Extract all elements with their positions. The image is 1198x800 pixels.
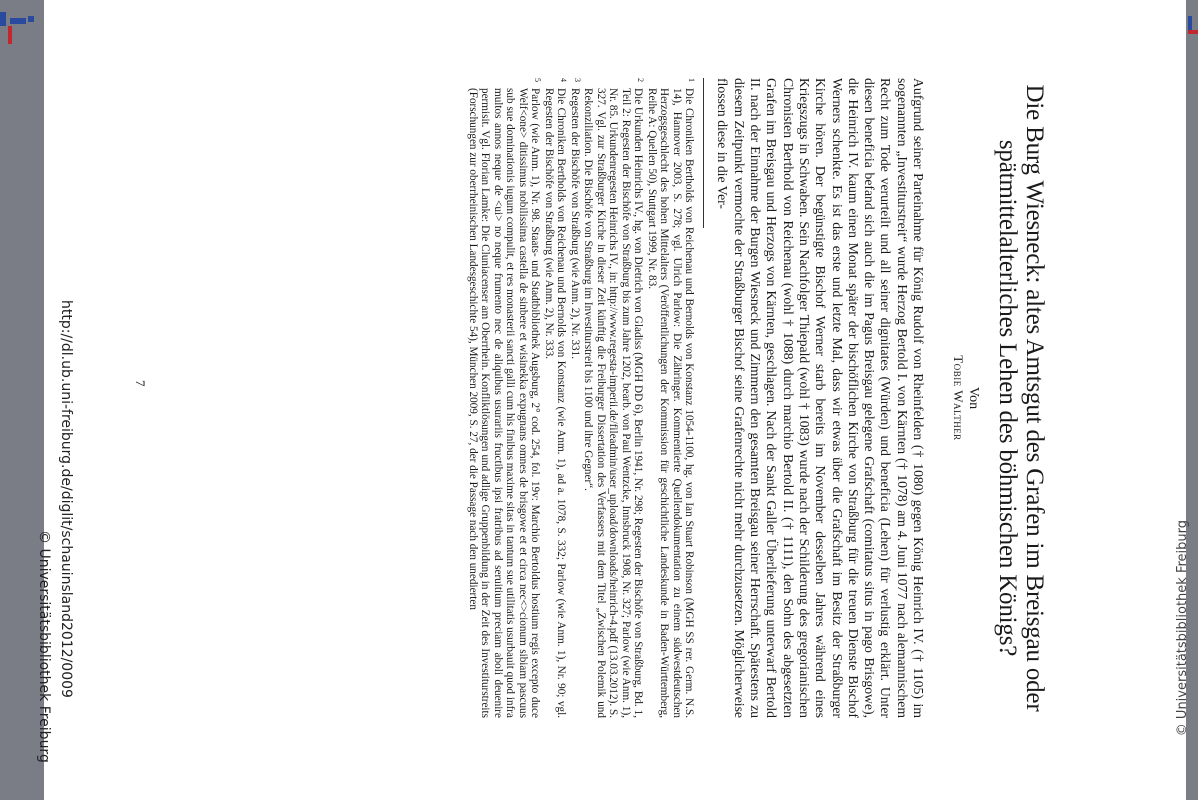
byline-von: Von xyxy=(966,386,981,410)
edge-copyright: © Universitätsbibliothek Freiburg xyxy=(1175,520,1190,737)
copyright-notice: © Universitätsbibliothek Freiburg xyxy=(36,530,52,763)
footnote: 3 Regesten der Bischöfe von Straßburg (wie Anm. 2), Nr. 331. xyxy=(568,78,582,360)
body-paragraph: Aufgrund seiner Parteinahme für König Rudolf von Rheinfelden († 1080) gegen König Heinrich IV. († 1105) im sogenannten „Investiturstreit“ wurde Herzog Bertold I. von Kärnten († 1078) am 4. Juni 1077 nach alemannischem Recht zum Tode verurteilt und all seiner dignitates (Würden) und beneficia (Lehen) für verlustig erklärt. Unter diesen beneficia befand sich auch die im Pagus Breisgau gelegene Grafschaft (comitatus situs in pago Brisgowe), die Heinrich IV. kaum einen Monat später der bischöflichen Kirche von Straßburg für die treuen Dienste Bischof Werners schenkte. Es ist das erste und letzte Mal, dass wir etwas über die Grafschaft im Besitz der Straßburger Kirche hören. Der begünstigte Bischof Werner starb bereits im November desselben Jahres während eines Kriegszugs in Schwaben. Sein Nachfolger Thiepald (wohl † 1083) wurde nach der Schilderung des gregorianischen Chronisten Berthold von Reichenau (wohl † 1088) durch marchio Bertold II. († 1111), den Sohn des abgesetzten Grafen im Breisgau und Herzogs von Kärnten, geschlagen. Nach der Sankt Galler Überlieferung unterwarf Bertold II. nach der Einnahme der Burgen Wiesneck und Zimmern den gesamten Breisgau seiner Herrschaft. Spätestens zu diesem Zeitpunkt vermochte der Straßburger Bischof seine Grafenrechte nicht mehr durchzusetzen. Möglicherweise flossen diese in die Ver- xyxy=(715,78,926,718)
permalink-url[interactable]: http://dl.ub.uni-freiburg.de/diglit/schauinsland2012/0009 xyxy=(58,300,74,698)
rotated-page xyxy=(36,0,1190,800)
library-logo-icon xyxy=(0,0,34,42)
footnote: 2 Die Urkunden Heinrichs IV., hg. von Dietrich von Gladiss (MGH DD 6), Berlin 1941, Nr. 298; Regesten der Bischöfe von Straßburg, Bd. 1, Teil 2: Regesten der Bischöfe von Straßburg bis zum Jahre 1202, bearb. von Paul Wentzcke, Innsbruck 1908, Nr. 327; Parlow (wie Anm. 1), Nr. 85. Urkundenregesten Heinrichs IV., in: http://www.regesta-imperii.de/fileadmin/user_upload/downloads/heinrich-4.pdf (13.03.2012). S. 327. Vgl. zur Straßburger Kirche in dieser Zeit künftig die Freiburger Dissertation des Verfassers mit dem Titel „Zwischen Polemik und Rekonziliation. Die Bischöfe von Straßburg im Investiturstreit bis 1100 und ihre Gegner“. xyxy=(582,78,646,718)
article xyxy=(465,78,1048,718)
footnote: 4 Die Chroniken Bertholds von Reichenau und Bernolds von Konstanz (wie Anm. 1), ad a. 1078, S. 332; Parlow (wie Anm. 1), Nr. 90; vgl. Regesten der Bischöfe von Straßburg (wie Anm. 2), Nr. 333. xyxy=(542,78,569,718)
footnote: 5 Parlow (wie Anm. 1), Nr. 98. Staats- und Stadtbibliothek Augsburg, 2° cod. 254, fol. 19v: Marchio Bertoldus hostium regis excepto duce Welf<one> ditissimus nobilissima castella de sinbere et wisinekka expugnans omnes de brisgowe et et circa nec<>cionum sibiam pascuus sub sue dominationis iugum compulit, et res monasterii sancti galli cum his finibus maxime sitas in tantum sue utilitatis usurbauit quod infra multos annos neque de <ui> no neque frumento nec de aliquibus usurariis fructibus ipsi fratribus ad seruitium preciam aboli deuenire permisit. Vgl. Florian Lamke: Die Cluniacenser am Oberrhein. Konfliktlösungen und adlige Gruppenbildung in der Zeit des Investiturstreits (Forschungen zur oberrheinischen Landesgeschichte 54), München 2009, S. 27, der die Passage nach den unedierten xyxy=(466,78,543,718)
article-title: Die Burg Wiesneck: altes Amtsgut des Grafen im Breisgau oder spätmittelalterliches Lehen des böhmischen Königs? xyxy=(994,84,1048,712)
footnotes xyxy=(466,78,695,718)
author-name: Tobie Walther xyxy=(951,355,966,441)
page-number: 7 xyxy=(133,380,148,387)
library-logo-icon-right xyxy=(1186,16,1198,46)
footnote-rule xyxy=(703,78,704,228)
document-page xyxy=(36,0,1190,800)
footnote: 1 Die Chroniken Bertholds von Reichenau und Bernolds von Konstanz 1054-1100, hg. von Ian Stuart Robinson (MGH SS rer. Germ. N.S. 14), Hannover 2003, S. 278; vgl. Ulrich Parlow: Die Zähringer. Kommentierte Quellendokumentation zu einem südwestdeutschen Herzogsgeschlecht des hohen Mittelalters (Veröffentlichungen der Kommission für geschichtliche Landeskunde in Baden-Württemberg, Reihe A: Quellen 50), Stuttgart 1999, Nr. 83. xyxy=(645,78,697,718)
